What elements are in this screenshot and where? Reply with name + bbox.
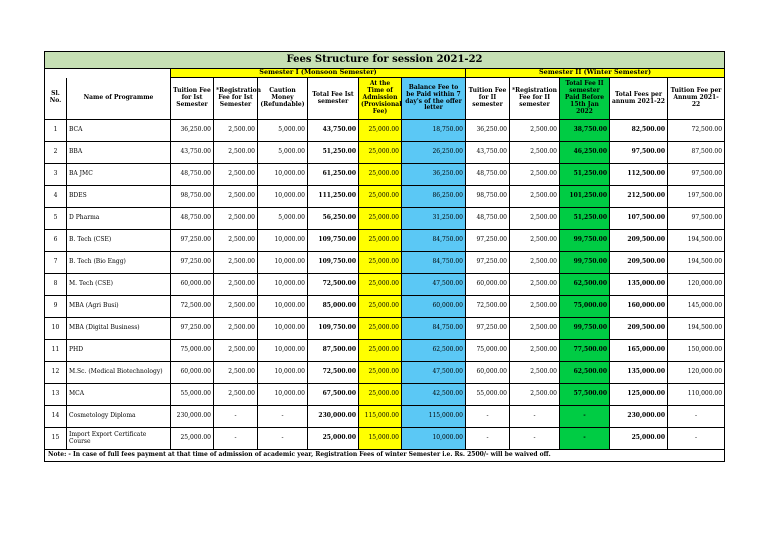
cell-admission: 25,000.00	[359, 384, 402, 406]
cell-annum: 209,500.00	[610, 252, 668, 274]
cell-reg1: 2,500.00	[214, 186, 258, 208]
cell-reg2: 2,500.00	[510, 120, 560, 142]
cell-admission: 25,000.00	[359, 142, 402, 164]
cell-tuition1: 60,000.00	[171, 274, 214, 296]
cell-admission: 25,000.00	[359, 362, 402, 384]
cell-total1: 25,000.00	[308, 428, 359, 450]
cell-total2: 101,250.00	[560, 186, 610, 208]
cell-caution: 10,000.00	[258, 340, 308, 362]
cell-tuition1: 98,750.00	[171, 186, 214, 208]
cell-reg2: 2,500.00	[510, 274, 560, 296]
cell-tuition-annum: 197,500.00	[668, 186, 725, 208]
cell-total1: 67,500.00	[308, 384, 359, 406]
cell-sl: 2	[45, 142, 67, 164]
cell-total2: 75,000.00	[560, 296, 610, 318]
cell-caution: 10,000.00	[258, 384, 308, 406]
cell-reg1: 2,500.00	[214, 142, 258, 164]
table-row	[45, 384, 725, 406]
cell-reg1: 2,500.00	[214, 252, 258, 274]
cell-annum: 135,000.00	[610, 362, 668, 384]
cell-admission: 25,000.00	[359, 252, 402, 274]
cell-balance: 115,000.00	[402, 406, 466, 428]
cell-total1: 230,000.00	[308, 406, 359, 428]
cell-total1: 85,000.00	[308, 296, 359, 318]
cell-annum: 97,500.00	[610, 142, 668, 164]
col-header-sl: Sl. No.	[45, 78, 67, 120]
cell-tuition2: 97,250.00	[466, 318, 510, 340]
cell-total2: 62,500.00	[560, 274, 610, 296]
cell-programme: B. Tech (CSE)	[67, 230, 171, 252]
cell-balance: 60,000.00	[402, 296, 466, 318]
cell-reg2: -	[510, 406, 560, 428]
col-header-total1: Total Fee Ist semester	[308, 78, 359, 120]
cell-reg1: 2,500.00	[214, 164, 258, 186]
cell-reg1: 2,500.00	[214, 362, 258, 384]
cell-total2: 46,250.00	[560, 142, 610, 164]
col-header-tuition1: Tuition Fee for Ist Semester	[171, 78, 214, 120]
cell-reg2: -	[510, 428, 560, 450]
table-row	[45, 208, 725, 230]
cell-caution: 5,000.00	[258, 120, 308, 142]
cell-tuition2: 60,000.00	[466, 274, 510, 296]
cell-total2: 51,250.00	[560, 208, 610, 230]
cell-total1: 87,500.00	[308, 340, 359, 362]
cell-programme: D Pharma	[67, 208, 171, 230]
cell-total2: 62,500.00	[560, 362, 610, 384]
cell-sl: 8	[45, 274, 67, 296]
cell-total1: 111,250.00	[308, 186, 359, 208]
cell-total1: 61,250.00	[308, 164, 359, 186]
cell-reg2: 2,500.00	[510, 318, 560, 340]
cell-admission: 25,000.00	[359, 208, 402, 230]
table-row	[45, 142, 725, 164]
col-header-annum: Total Fees per annum 2021-22	[610, 78, 668, 120]
col-header-programme: Name of Programme	[67, 78, 171, 120]
cell-sl: 1	[45, 120, 67, 142]
cell-annum: 160,000.00	[610, 296, 668, 318]
cell-total2: 77,500.00	[560, 340, 610, 362]
cell-sl: 13	[45, 384, 67, 406]
cell-balance: 36,250.00	[402, 164, 466, 186]
cell-caution: 10,000.00	[258, 186, 308, 208]
cell-reg2: 2,500.00	[510, 252, 560, 274]
cell-admission: 15,000.00	[359, 428, 402, 450]
cell-sl: 15	[45, 428, 67, 450]
cell-tuition2: 75,000.00	[466, 340, 510, 362]
cell-programme: BA JMC	[67, 164, 171, 186]
cell-programme: BBA	[67, 142, 171, 164]
cell-tuition2: 97,250.00	[466, 252, 510, 274]
table-row	[45, 186, 725, 208]
cell-sl: 9	[45, 296, 67, 318]
cell-reg1: -	[214, 406, 258, 428]
table-row	[45, 318, 725, 340]
cell-balance: 84,750.00	[402, 230, 466, 252]
cell-total1: 109,750.00	[308, 318, 359, 340]
table-row	[45, 296, 725, 318]
cell-annum: 25,000.00	[610, 428, 668, 450]
cell-reg1: 2,500.00	[214, 318, 258, 340]
cell-caution: 10,000.00	[258, 362, 308, 384]
cell-annum: 212,500.00	[610, 186, 668, 208]
cell-tuition-annum: 110,000.00	[668, 384, 725, 406]
cell-tuition2: 43,750.00	[466, 142, 510, 164]
col-header-reg1: *Registration Fee for Ist Semester	[214, 78, 258, 120]
cell-caution: 10,000.00	[258, 164, 308, 186]
table-row	[45, 120, 725, 142]
cell-balance: 18,750.00	[402, 120, 466, 142]
cell-total1: 109,750.00	[308, 252, 359, 274]
cell-programme: BCA	[67, 120, 171, 142]
cell-sl: 3	[45, 164, 67, 186]
cell-reg1: -	[214, 428, 258, 450]
cell-caution: -	[258, 428, 308, 450]
cell-admission: 115,000.00	[359, 406, 402, 428]
cell-reg2: 2,500.00	[510, 164, 560, 186]
cell-tuition1: 25,000.00	[171, 428, 214, 450]
cell-admission: 25,000.00	[359, 296, 402, 318]
cell-caution: 5,000.00	[258, 208, 308, 230]
cell-tuition2: 97,250.00	[466, 230, 510, 252]
fees-sheet	[44, 51, 724, 462]
cell-tuition1: 97,250.00	[171, 252, 214, 274]
cell-balance: 62,500.00	[402, 340, 466, 362]
cell-reg2: 2,500.00	[510, 208, 560, 230]
semester2-header: Semester II (Winter Semester)	[466, 69, 725, 78]
cell-total1: 56,250.00	[308, 208, 359, 230]
cell-admission: 25,000.00	[359, 186, 402, 208]
cell-annum: 112,500.00	[610, 164, 668, 186]
cell-reg2: 2,500.00	[510, 230, 560, 252]
cell-sl: 7	[45, 252, 67, 274]
cell-total1: 51,250.00	[308, 142, 359, 164]
cell-reg1: 2,500.00	[214, 296, 258, 318]
cell-tuition2: 55,000.00	[466, 384, 510, 406]
cell-tuition-annum: 194,500.00	[668, 318, 725, 340]
col-header-admission: At the Time of Admission (Provisional Fee)	[359, 78, 402, 120]
cell-reg1: 2,500.00	[214, 208, 258, 230]
cell-total1: 72,500.00	[308, 274, 359, 296]
cell-tuition-annum: 97,500.00	[668, 208, 725, 230]
cell-caution: 10,000.00	[258, 252, 308, 274]
cell-tuition2: 36,250.00	[466, 120, 510, 142]
cell-tuition1: 36,250.00	[171, 120, 214, 142]
cell-balance: 31,250.00	[402, 208, 466, 230]
cell-reg2: 2,500.00	[510, 142, 560, 164]
cell-tuition1: 97,250.00	[171, 318, 214, 340]
cell-reg1: 2,500.00	[214, 120, 258, 142]
col-header-reg2: *Registration Fee for II semester	[510, 78, 560, 120]
cell-tuition1: 48,750.00	[171, 164, 214, 186]
cell-reg2: 2,500.00	[510, 340, 560, 362]
cell-reg1: 2,500.00	[214, 384, 258, 406]
cell-caution: -	[258, 406, 308, 428]
cell-caution: 10,000.00	[258, 230, 308, 252]
cell-tuition-annum: 120,000.00	[668, 274, 725, 296]
cell-balance: 47,500.00	[402, 362, 466, 384]
table-row	[45, 252, 725, 274]
cell-total1: 43,750.00	[308, 120, 359, 142]
cell-tuition2: 98,750.00	[466, 186, 510, 208]
cell-total1: 109,750.00	[308, 230, 359, 252]
cell-programme: MBA (Digital Business)	[67, 318, 171, 340]
cell-admission: 25,000.00	[359, 164, 402, 186]
cell-sl: 12	[45, 362, 67, 384]
cell-tuition-annum: 72,500.00	[668, 120, 725, 142]
cell-balance: 10,000.00	[402, 428, 466, 450]
cell-reg2: 2,500.00	[510, 384, 560, 406]
cell-tuition-annum: 120,000.00	[668, 362, 725, 384]
cell-total1: 72,500.00	[308, 362, 359, 384]
cell-total2: -	[560, 428, 610, 450]
cell-tuition1: 43,750.00	[171, 142, 214, 164]
cell-tuition1: 230,000.00	[171, 406, 214, 428]
cell-annum: 209,500.00	[610, 230, 668, 252]
cell-admission: 25,000.00	[359, 274, 402, 296]
cell-tuition-annum: 145,000.00	[668, 296, 725, 318]
cell-admission: 25,000.00	[359, 120, 402, 142]
cell-tuition1: 72,500.00	[171, 296, 214, 318]
cell-tuition-annum: -	[668, 428, 725, 450]
cell-reg1: 2,500.00	[214, 230, 258, 252]
cell-programme: Cosmetology Diploma	[67, 406, 171, 428]
cell-annum: 82,500.00	[610, 120, 668, 142]
cell-tuition2: 72,500.00	[466, 296, 510, 318]
cell-sl: 6	[45, 230, 67, 252]
cell-total2: 99,750.00	[560, 230, 610, 252]
cell-tuition2: 48,750.00	[466, 208, 510, 230]
cell-total2: -	[560, 406, 610, 428]
cell-total2: 99,750.00	[560, 318, 610, 340]
cell-tuition2: 48,750.00	[466, 164, 510, 186]
table-row	[45, 362, 725, 384]
cell-caution: 10,000.00	[258, 296, 308, 318]
cell-admission: 25,000.00	[359, 318, 402, 340]
table-row	[45, 230, 725, 252]
cell-tuition1: 48,750.00	[171, 208, 214, 230]
cell-caution: 10,000.00	[258, 318, 308, 340]
semester1-header: Semester I (Monsoon Semester)	[171, 69, 466, 78]
cell-annum: 230,000.00	[610, 406, 668, 428]
cell-programme: MCA	[67, 384, 171, 406]
cell-sl: 4	[45, 186, 67, 208]
cell-reg1: 2,500.00	[214, 274, 258, 296]
cell-tuition-annum: 87,500.00	[668, 142, 725, 164]
cell-programme: Import Export Certificate Course	[67, 428, 171, 450]
table-row	[45, 274, 725, 296]
cell-sl: 14	[45, 406, 67, 428]
table-row	[45, 164, 725, 186]
cell-annum: 209,500.00	[610, 318, 668, 340]
table-title: Fees Structure for session 2021-22	[45, 52, 725, 69]
cell-reg2: 2,500.00	[510, 362, 560, 384]
cell-programme: PHD	[67, 340, 171, 362]
cell-tuition1: 60,000.00	[171, 362, 214, 384]
footnote: Note: - In case of full fees payment at that time of admission of academic year, Registration Fees of winter Semester i.e. Rs. 2500/- will be waived off.	[45, 450, 725, 462]
cell-total2: 51,250.00	[560, 164, 610, 186]
cell-sl: 10	[45, 318, 67, 340]
cell-total2: 57,500.00	[560, 384, 610, 406]
cell-admission: 25,000.00	[359, 340, 402, 362]
cell-balance: 42,500.00	[402, 384, 466, 406]
cell-tuition-annum: 194,500.00	[668, 230, 725, 252]
cell-balance: 84,750.00	[402, 252, 466, 274]
cell-admission: 25,000.00	[359, 230, 402, 252]
cell-programme: B. Tech (Bio Engg)	[67, 252, 171, 274]
cell-reg1: 2,500.00	[214, 340, 258, 362]
cell-annum: 125,000.00	[610, 384, 668, 406]
cell-caution: 5,000.00	[258, 142, 308, 164]
cell-balance: 26,250.00	[402, 142, 466, 164]
col-header-balance: Balance Fee to be Paid within 7 day's of the offer letter	[402, 78, 466, 120]
table-row	[45, 428, 725, 450]
cell-programme: BDES	[67, 186, 171, 208]
cell-sl: 5	[45, 208, 67, 230]
cell-programme: MBA (Agri Busi)	[67, 296, 171, 318]
cell-balance: 86,250.00	[402, 186, 466, 208]
cell-reg2: 2,500.00	[510, 186, 560, 208]
cell-total2: 38,750.00	[560, 120, 610, 142]
cell-total2: 99,750.00	[560, 252, 610, 274]
cell-caution: 10,000.00	[258, 274, 308, 296]
cell-tuition-annum: 150,000.00	[668, 340, 725, 362]
cell-tuition2: 60,000.00	[466, 362, 510, 384]
col-header-tuition2: Tuition Fee for II semester	[466, 78, 510, 120]
table-row	[45, 340, 725, 362]
cell-tuition-annum: 97,500.00	[668, 164, 725, 186]
col-header-total2: Total Fee II semester Paid Before 15th Jan 2022	[560, 78, 610, 120]
cell-reg2: 2,500.00	[510, 296, 560, 318]
cell-annum: 135,000.00	[610, 274, 668, 296]
table-row	[45, 406, 725, 428]
cell-balance: 47,500.00	[402, 274, 466, 296]
cell-balance: 84,750.00	[402, 318, 466, 340]
fees-table	[44, 51, 725, 462]
cell-annum: 107,500.00	[610, 208, 668, 230]
cell-tuition1: 55,000.00	[171, 384, 214, 406]
col-header-caution: Caution Money (Refundable)	[258, 78, 308, 120]
col-header-tuition-annum: Tuition Fee per Annum 2021-22	[668, 78, 725, 120]
cell-sl: 11	[45, 340, 67, 362]
cell-programme: M. Tech (CSE)	[67, 274, 171, 296]
cell-tuition-annum: 194,500.00	[668, 252, 725, 274]
cell-tuition2: -	[466, 406, 510, 428]
cell-programme: M.Sc. (Medical Biotechnology)	[67, 362, 171, 384]
cell-tuition1: 75,000.00	[171, 340, 214, 362]
cell-tuition1: 97,250.00	[171, 230, 214, 252]
table-body	[45, 120, 725, 450]
cell-tuition-annum: -	[668, 406, 725, 428]
cell-annum: 165,000.00	[610, 340, 668, 362]
cell-tuition2: -	[466, 428, 510, 450]
